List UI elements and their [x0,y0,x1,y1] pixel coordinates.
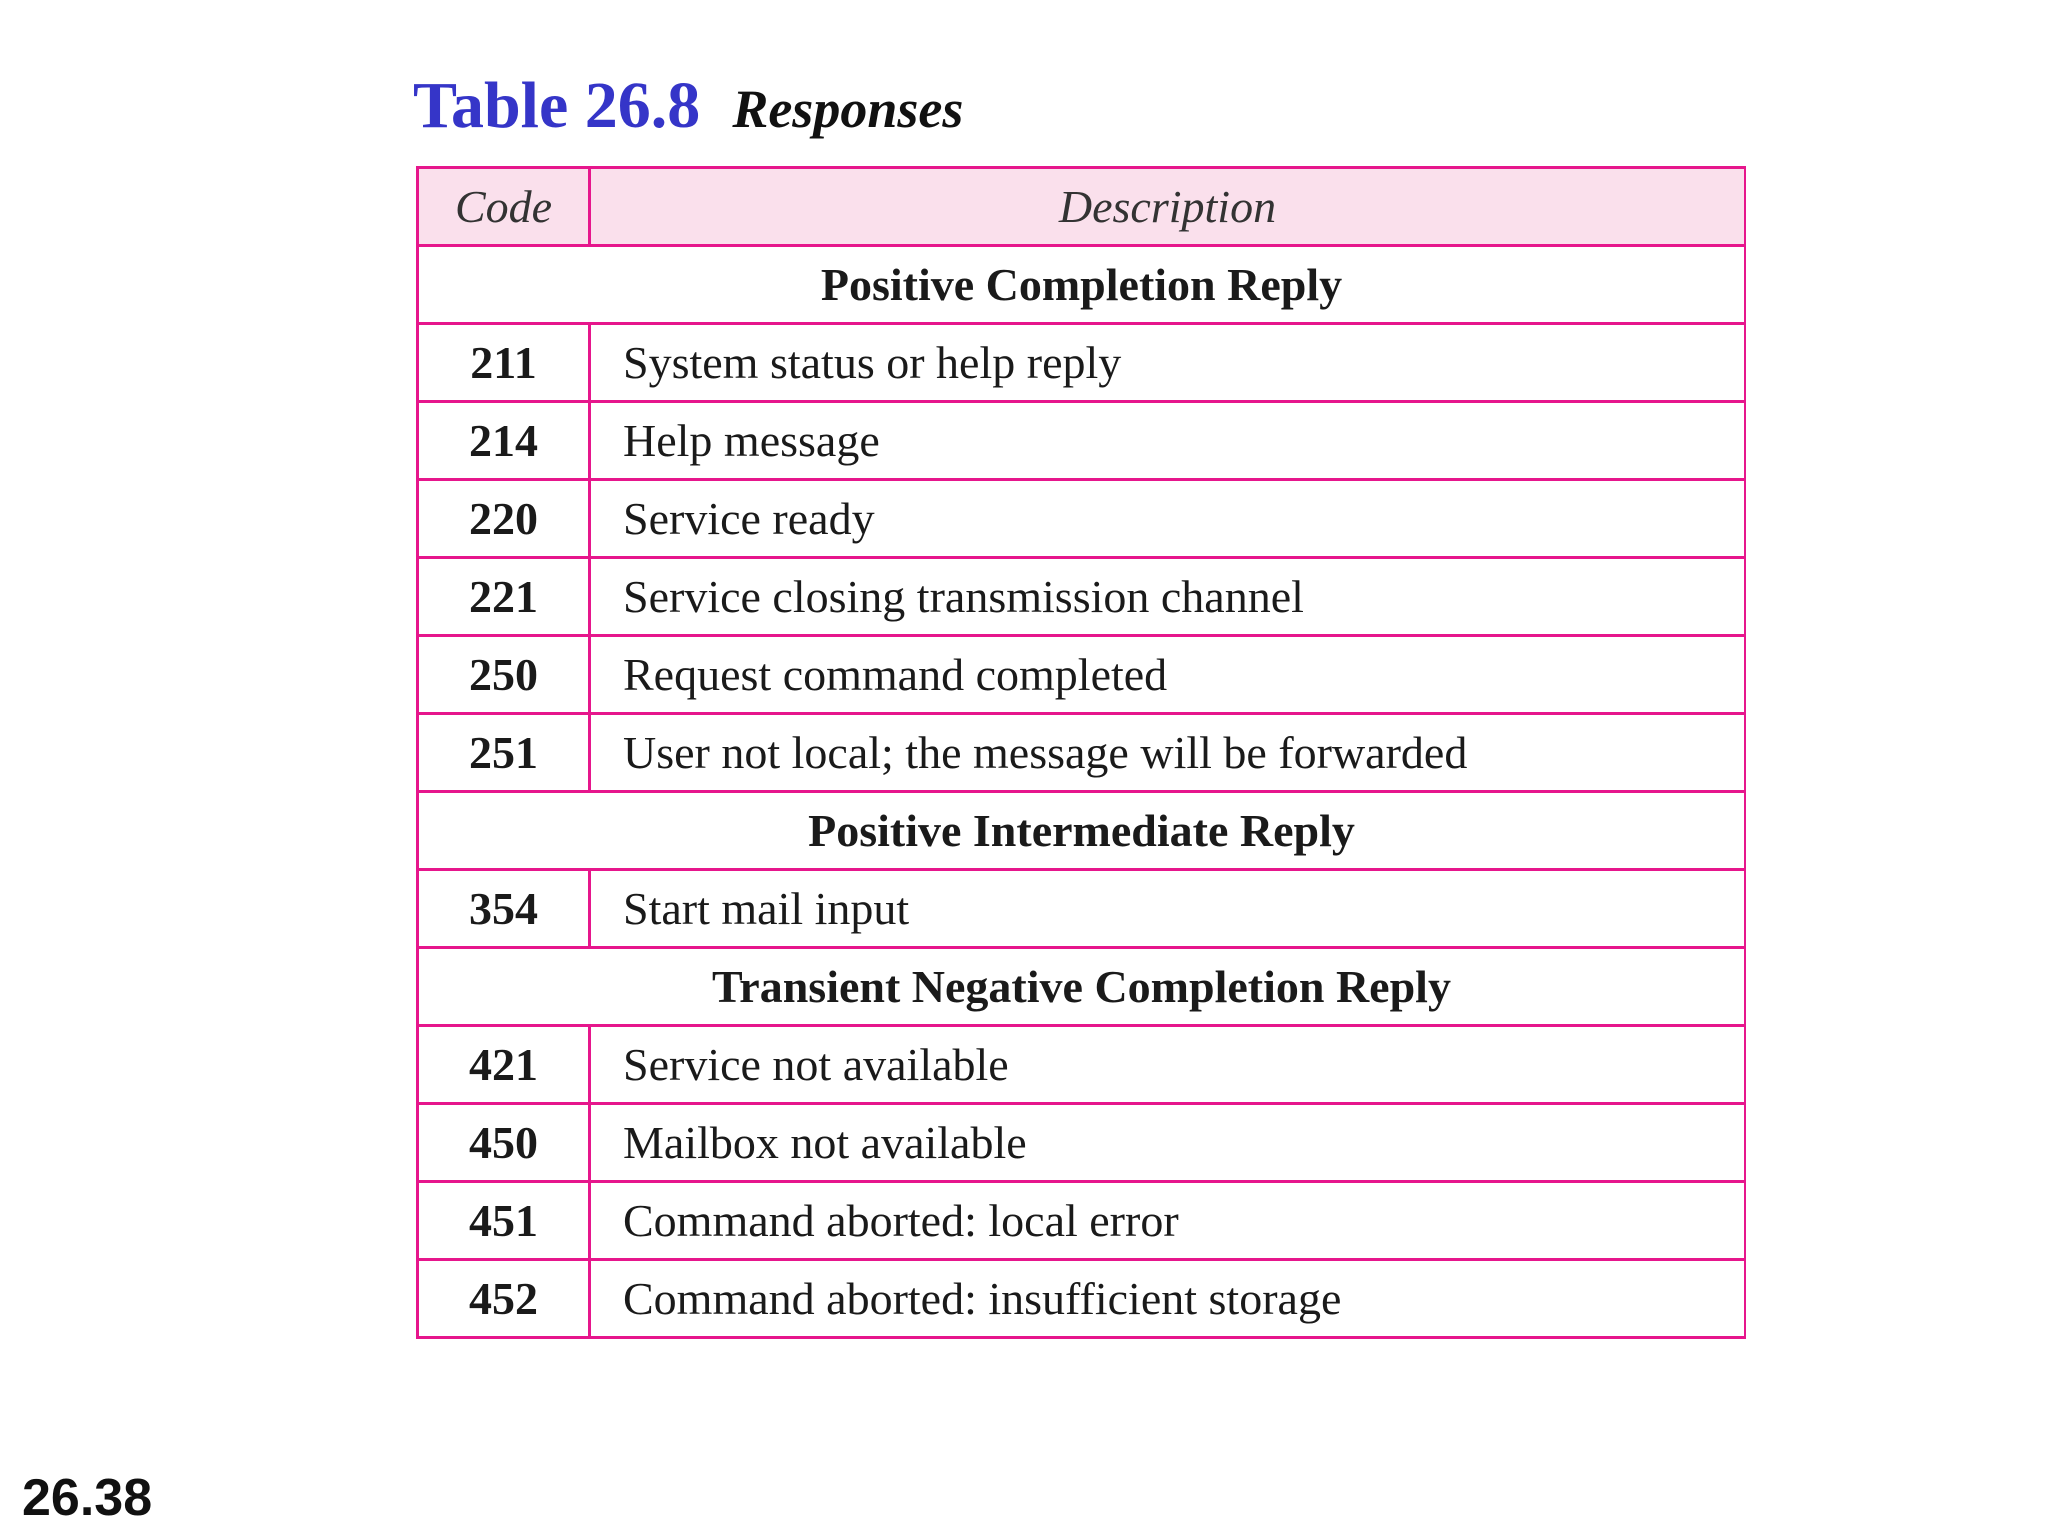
response-code: 452 [418,1260,590,1338]
response-description: Help message [590,402,1746,480]
response-description: Service closing transmission channel [590,558,1746,636]
response-description: Service ready [590,480,1746,558]
response-code: 451 [418,1182,590,1260]
table-row [418,402,1746,480]
table-row [418,636,1746,714]
table-row [418,324,1746,402]
response-code: 421 [418,1026,590,1104]
section-row [418,792,1746,870]
response-description: Request command completed [590,636,1746,714]
section-heading: Transient Negative Completion Reply [418,948,1746,1026]
table-header-row [418,168,1746,246]
section-row [418,948,1746,1026]
header-code: Code [418,168,590,246]
responses-table [416,166,1746,1339]
page-number: 26.38 [22,1469,153,1527]
response-code: 250 [418,636,590,714]
header-description: Description [590,168,1746,246]
responses-table-container [416,166,1746,1440]
table-row [418,1260,1746,1338]
table-row [418,480,1746,558]
table-name: Responses [732,79,964,139]
response-description: Command aborted: insufficient storage [590,1260,1746,1338]
section-heading: Positive Intermediate Reply [418,792,1746,870]
table-row [418,1182,1746,1260]
response-description: Mailbox not available [590,1104,1746,1182]
table-row [418,1026,1746,1104]
table-number: Table 26.8 [413,69,701,142]
response-code: 211 [418,324,590,402]
response-description: User not local; the message will be forwarded [590,714,1746,792]
table-row [418,870,1746,948]
response-code: 221 [418,558,590,636]
response-code: 220 [418,480,590,558]
response-code: 214 [418,402,590,480]
response-description: System status or help reply [590,324,1746,402]
response-description: Service not available [590,1026,1746,1104]
table-row [418,1104,1746,1182]
table-row [418,714,1746,792]
section-heading: Positive Completion Reply [418,246,1746,324]
table-title [413,68,963,144]
table-row [418,558,1746,636]
table-body [418,246,1746,1338]
response-code: 251 [418,714,590,792]
response-code: 450 [418,1104,590,1182]
response-description: Start mail input [590,870,1746,948]
response-description: Command aborted: local error [590,1182,1746,1260]
section-row [418,246,1746,324]
response-code: 354 [418,870,590,948]
